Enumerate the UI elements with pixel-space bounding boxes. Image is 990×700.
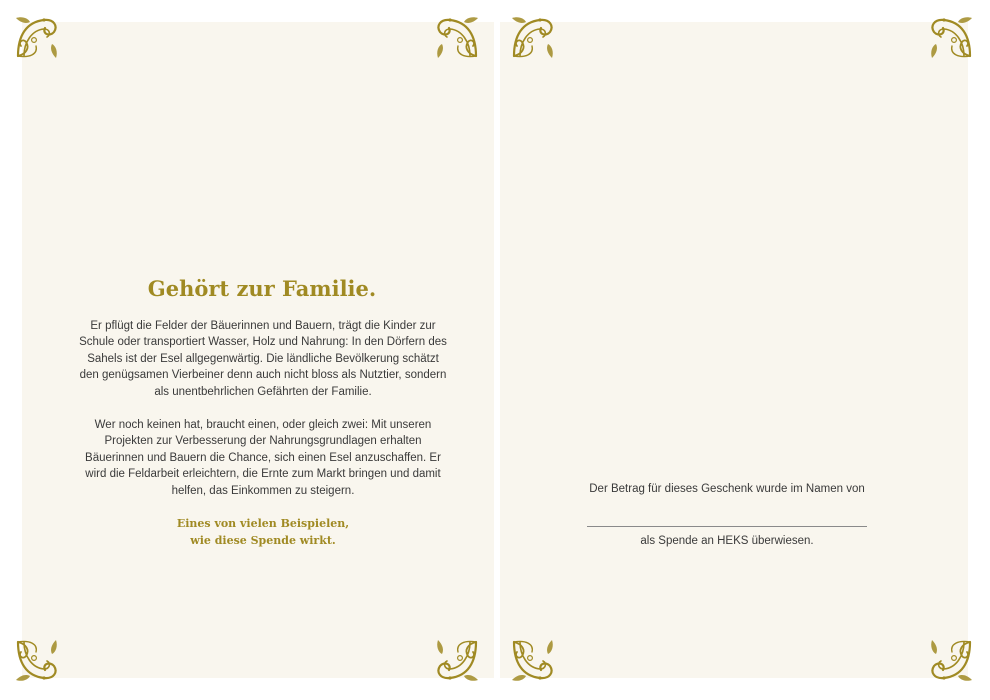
corner-ornament-icon	[12, 636, 62, 686]
corner-ornament-icon	[432, 12, 482, 62]
donation-statement-end: als Spende an HEKS überwiesen.	[640, 535, 814, 547]
corner-ornament-icon	[926, 12, 976, 62]
corner-ornament-icon	[508, 636, 558, 686]
donation-statement: Der Betrag für dieses Geschenk wurde im Namen von	[589, 483, 865, 495]
corner-ornament-icon	[926, 636, 976, 686]
name-signature-line	[587, 526, 867, 527]
highlight-line: wie diese Spende wirkt.	[190, 533, 336, 547]
highlight-text	[78, 516, 448, 549]
corner-ornament-icon	[432, 636, 482, 686]
right-page-panel	[500, 22, 968, 678]
body-paragraph: Wer noch keinen hat, braucht einen, oder gleich zwei: Mit unseren Projekten zur Verbesserung der Nahrungsgrundlagen erhalten Bäuerinnen und Bauern die Chance, sich einen Esel anzuschaffen. Er wird die Feldarbeit erleichtern, die Ernte zum Markt bringen und damit helfen, das Einkommen zu steigern.	[85, 419, 441, 497]
highlight-line: Eines von vielen Beispielen,	[176, 517, 350, 530]
page-title: Gehört zur Familie.	[147, 276, 377, 301]
corner-ornament-icon	[508, 12, 558, 62]
corner-ornament-icon	[12, 12, 62, 62]
body-paragraph: Er pflügt die Felder der Bäuerinnen und Bauern, trägt die Kinder zur Schule oder transportiert Wasser, Holz und Nahrung: In den Dörfern des Sahels ist der Esel allgegenwärtig. Die ländliche Bevölkerung schätzt den genügsamen Vierbeiner denn auch nicht bloss als Nutztier, sondern als unentbehrlichen Gefährten der Familie.	[79, 320, 447, 398]
